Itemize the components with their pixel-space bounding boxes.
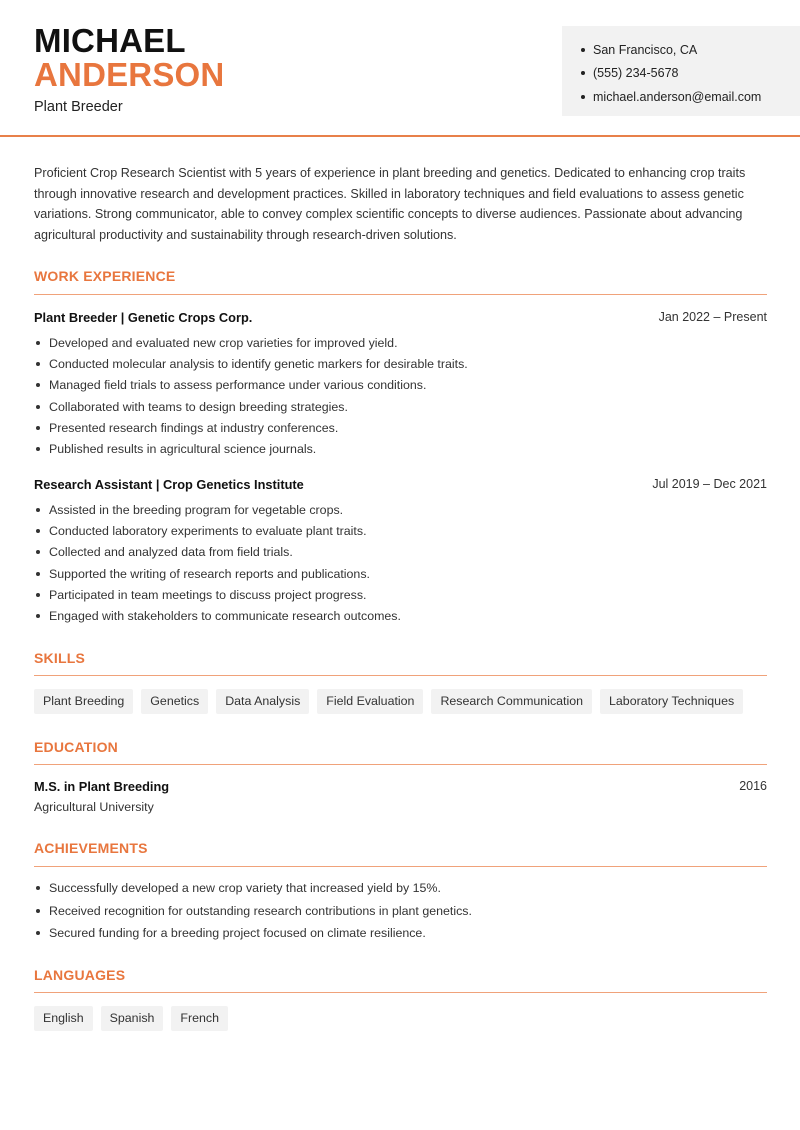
bullet-icon	[36, 405, 40, 409]
bullet-icon	[36, 550, 40, 554]
bullet-icon	[36, 383, 40, 387]
section-divider	[34, 866, 767, 867]
contact-email	[578, 85, 800, 109]
bullet-icon	[36, 572, 40, 576]
job-title: Plant Breeder	[34, 99, 123, 115]
bullet-icon	[581, 95, 585, 99]
job-bullets	[34, 332, 767, 460]
list-item	[34, 922, 767, 945]
bullet-icon	[36, 362, 40, 366]
list-item	[34, 877, 767, 900]
job-header	[34, 310, 767, 325]
contact-email-text: michael.anderson@email.com	[593, 89, 762, 104]
section-title-work: WORK EXPERIENCE	[34, 268, 176, 284]
list-item	[34, 438, 767, 459]
section-divider	[34, 764, 767, 765]
skill-chip: Plant Breeding	[34, 689, 133, 714]
list-item	[34, 563, 767, 584]
job-role: Plant Breeder | Genetic Crops Corp.	[34, 310, 253, 325]
job-dates: Jan 2022 – Present	[658, 310, 767, 324]
contact-box	[562, 26, 800, 116]
list-item-text: Participated in team meetings to discuss project progress.	[49, 587, 367, 602]
section-divider	[34, 294, 767, 295]
list-item-text: Supported the writing of research reports and publications.	[49, 566, 370, 581]
section-title-achievements: ACHIEVEMENTS	[34, 840, 148, 856]
languages-list	[34, 1006, 228, 1031]
bullet-icon	[36, 931, 40, 935]
section-divider	[34, 992, 767, 993]
job-role: Research Assistant | Crop Genetics Institute	[34, 477, 304, 492]
education-year: 2016	[739, 779, 767, 793]
section-title-languages: LANGUAGES	[34, 967, 126, 983]
contact-location	[578, 38, 800, 62]
list-item	[34, 499, 767, 520]
bullet-icon	[36, 529, 40, 533]
list-item	[34, 584, 767, 605]
list-item	[34, 332, 767, 353]
skill-chip: Laboratory Techniques	[600, 689, 743, 714]
list-item	[34, 375, 767, 396]
list-item	[34, 900, 767, 923]
list-item-text: Conducted laboratory experiments to evaluate plant traits.	[49, 523, 367, 538]
list-item-text: Developed and evaluated new crop varieties for improved yield.	[49, 335, 398, 350]
list-item-text: Presented research findings at industry conferences.	[49, 420, 339, 435]
contact-location-text: San Francisco, CA	[593, 42, 698, 57]
list-item-text: Managed field trials to assess performance under various conditions.	[49, 378, 427, 393]
list-item-text: Engaged with stakeholders to communicate research outcomes.	[49, 609, 401, 624]
skills-list	[34, 689, 743, 714]
language-chip: Spanish	[101, 1006, 164, 1031]
skill-chip: Research Communication	[431, 689, 592, 714]
section-title-education: EDUCATION	[34, 739, 118, 755]
list-item-text: Conducted molecular analysis to identify genetic markers for desirable traits.	[49, 356, 468, 371]
list-item-text: Collaborated with teams to design breeding strategies.	[49, 399, 348, 414]
education-school: Agricultural University	[34, 800, 154, 814]
list-item-text: Collected and analyzed data from field trials.	[49, 545, 293, 560]
bullet-icon	[36, 886, 40, 890]
bullet-icon	[36, 426, 40, 430]
job-dates: Jul 2019 – Dec 2021	[652, 477, 767, 491]
list-item	[34, 396, 767, 417]
bullet-icon	[36, 614, 40, 618]
job-bullets	[34, 499, 767, 627]
list-item	[34, 542, 767, 563]
education-header	[34, 779, 767, 794]
section-title-skills: SKILLS	[34, 650, 85, 666]
skill-chip: Data Analysis	[216, 689, 309, 714]
list-item-text: Assisted in the breeding program for vegetable crops.	[49, 502, 344, 517]
contact-phone-text: (555) 234-5678	[593, 66, 679, 81]
bullet-icon	[36, 909, 40, 913]
first-name: MICHAEL	[34, 22, 186, 59]
list-item	[34, 605, 767, 626]
bullet-icon	[36, 447, 40, 451]
achievements-list	[34, 877, 767, 945]
list-item-text: Successfully developed a new crop variety that increased yield by 15%.	[49, 881, 441, 896]
bullet-icon	[36, 593, 40, 597]
resume-header	[0, 0, 800, 137]
language-chip: English	[34, 1006, 93, 1031]
job-header	[34, 477, 767, 492]
education-degree: M.S. in Plant Breeding	[34, 779, 170, 794]
summary: Proficient Crop Research Scientist with 5 years of experience in plant breeding and genetics. Dedicated to enhancing crop traits through innovative research and development practices. Skilled in laboratory techniques and field evaluations to assess genetic variations. Strong communicator, able to convey complex scientific concepts to diverse audiences. Passionate about advancing agricultural productivity and sustainability through research-driven solutions.	[34, 166, 746, 242]
bullet-icon	[36, 341, 40, 345]
bullet-icon	[581, 71, 585, 75]
language-chip: French	[171, 1006, 228, 1031]
last-name: ANDERSON	[34, 56, 225, 93]
list-item	[34, 520, 767, 541]
list-item-text: Secured funding for a breeding project focused on climate resilience.	[49, 926, 426, 941]
bullet-icon	[581, 48, 585, 52]
list-item-text: Received recognition for outstanding research contributions in plant genetics.	[49, 903, 472, 918]
contact-phone	[578, 62, 800, 86]
skill-chip: Field Evaluation	[317, 689, 423, 714]
list-item	[34, 353, 767, 374]
list-item-text: Published results in agricultural science journals.	[49, 442, 317, 457]
section-divider	[34, 675, 767, 676]
skill-chip: Genetics	[141, 689, 208, 714]
bullet-icon	[36, 508, 40, 512]
list-item	[34, 417, 767, 438]
